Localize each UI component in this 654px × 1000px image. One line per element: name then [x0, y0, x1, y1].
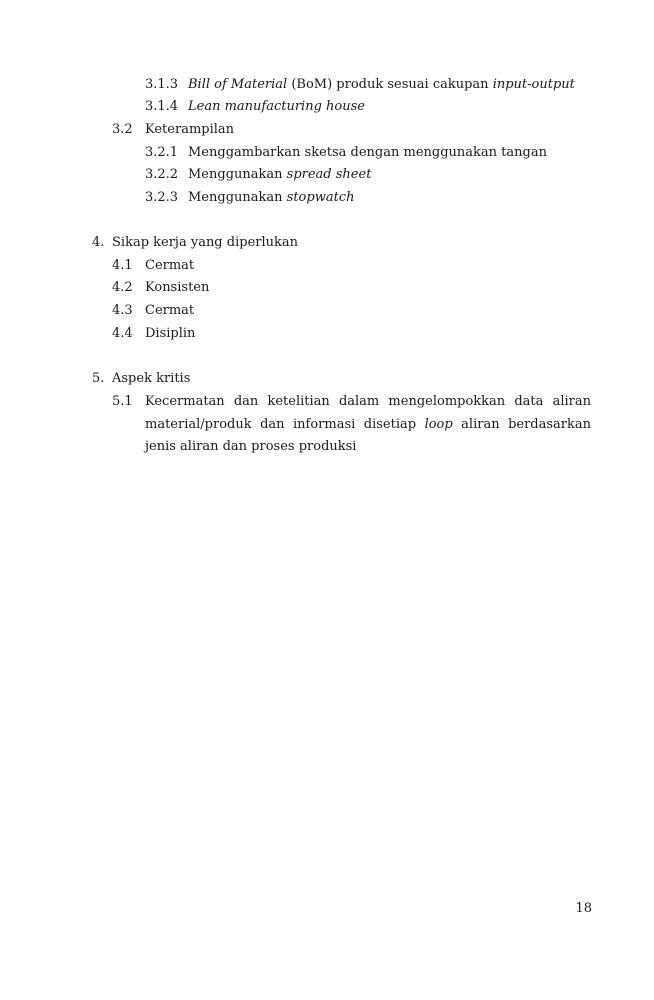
section-heading-3-2	[112, 121, 234, 139]
section-heading-4	[92, 234, 298, 252]
section-title: Keterampilan	[145, 122, 235, 137]
list-item-3-2-1	[145, 144, 547, 162]
item-number: 5.1	[112, 394, 133, 409]
item-text-italic: spread sheet	[286, 167, 372, 182]
item-number: 3.1.4	[145, 99, 179, 114]
item-number: 4.4	[112, 326, 133, 341]
item-text: Kecermatan dan ketelitian dalam mengelompokkan data aliran material/produk dan informasi disetiap	[145, 394, 591, 432]
list-item-5-1-number	[112, 393, 133, 411]
item-text: Cermat	[145, 303, 195, 318]
item-number: 4.3	[112, 303, 133, 318]
list-item-5-1-text	[145, 391, 591, 459]
list-item-3-2-3	[145, 189, 354, 207]
item-text-italic-tail: input-output	[492, 77, 575, 92]
item-text: Menggambarkan sketsa dengan menggunakan tangan	[188, 145, 547, 160]
section-number: 5.	[92, 371, 105, 386]
item-text-italic: Bill of Material	[188, 77, 288, 92]
item-number: 3.2.1	[145, 145, 179, 160]
section-heading-5	[92, 370, 190, 388]
list-item-4-2	[112, 279, 209, 297]
list-item-4-3	[112, 302, 194, 320]
page-number: 18	[575, 901, 592, 916]
item-text: Konsisten	[145, 280, 210, 295]
section-title: Sikap kerja yang diperlukan	[112, 235, 299, 250]
item-number: 4.2	[112, 280, 133, 295]
item-text-after: aliran berdasarkan jenis aliran dan proses produksi	[145, 416, 592, 455]
list-item-3-2-2	[145, 166, 371, 184]
item-text-italic: stopwatch	[286, 190, 355, 205]
section-number: 3.2	[112, 122, 133, 137]
item-number: 3.2.3	[145, 190, 179, 205]
item-text: Cermat	[145, 258, 195, 273]
item-text-italic: loop	[424, 416, 453, 432]
list-item-4-1	[112, 257, 194, 275]
item-text-italic: Lean manufacturing house	[188, 99, 365, 114]
item-text: Menggunakan	[188, 167, 287, 182]
list-item-3-1-4	[145, 98, 365, 116]
section-title: Aspek kritis	[112, 371, 191, 386]
item-text: Disiplin	[145, 326, 196, 341]
list-item-4-4	[112, 325, 195, 343]
item-number: 3.1.3	[145, 77, 179, 92]
item-text: Menggunakan	[188, 190, 287, 205]
item-number: 3.2.2	[145, 167, 179, 182]
item-number: 4.1	[112, 258, 133, 273]
item-text: (BoM) produk sesuai cakupan	[287, 77, 493, 92]
section-number: 4.	[92, 235, 105, 250]
list-item-3-1-3	[145, 76, 575, 94]
